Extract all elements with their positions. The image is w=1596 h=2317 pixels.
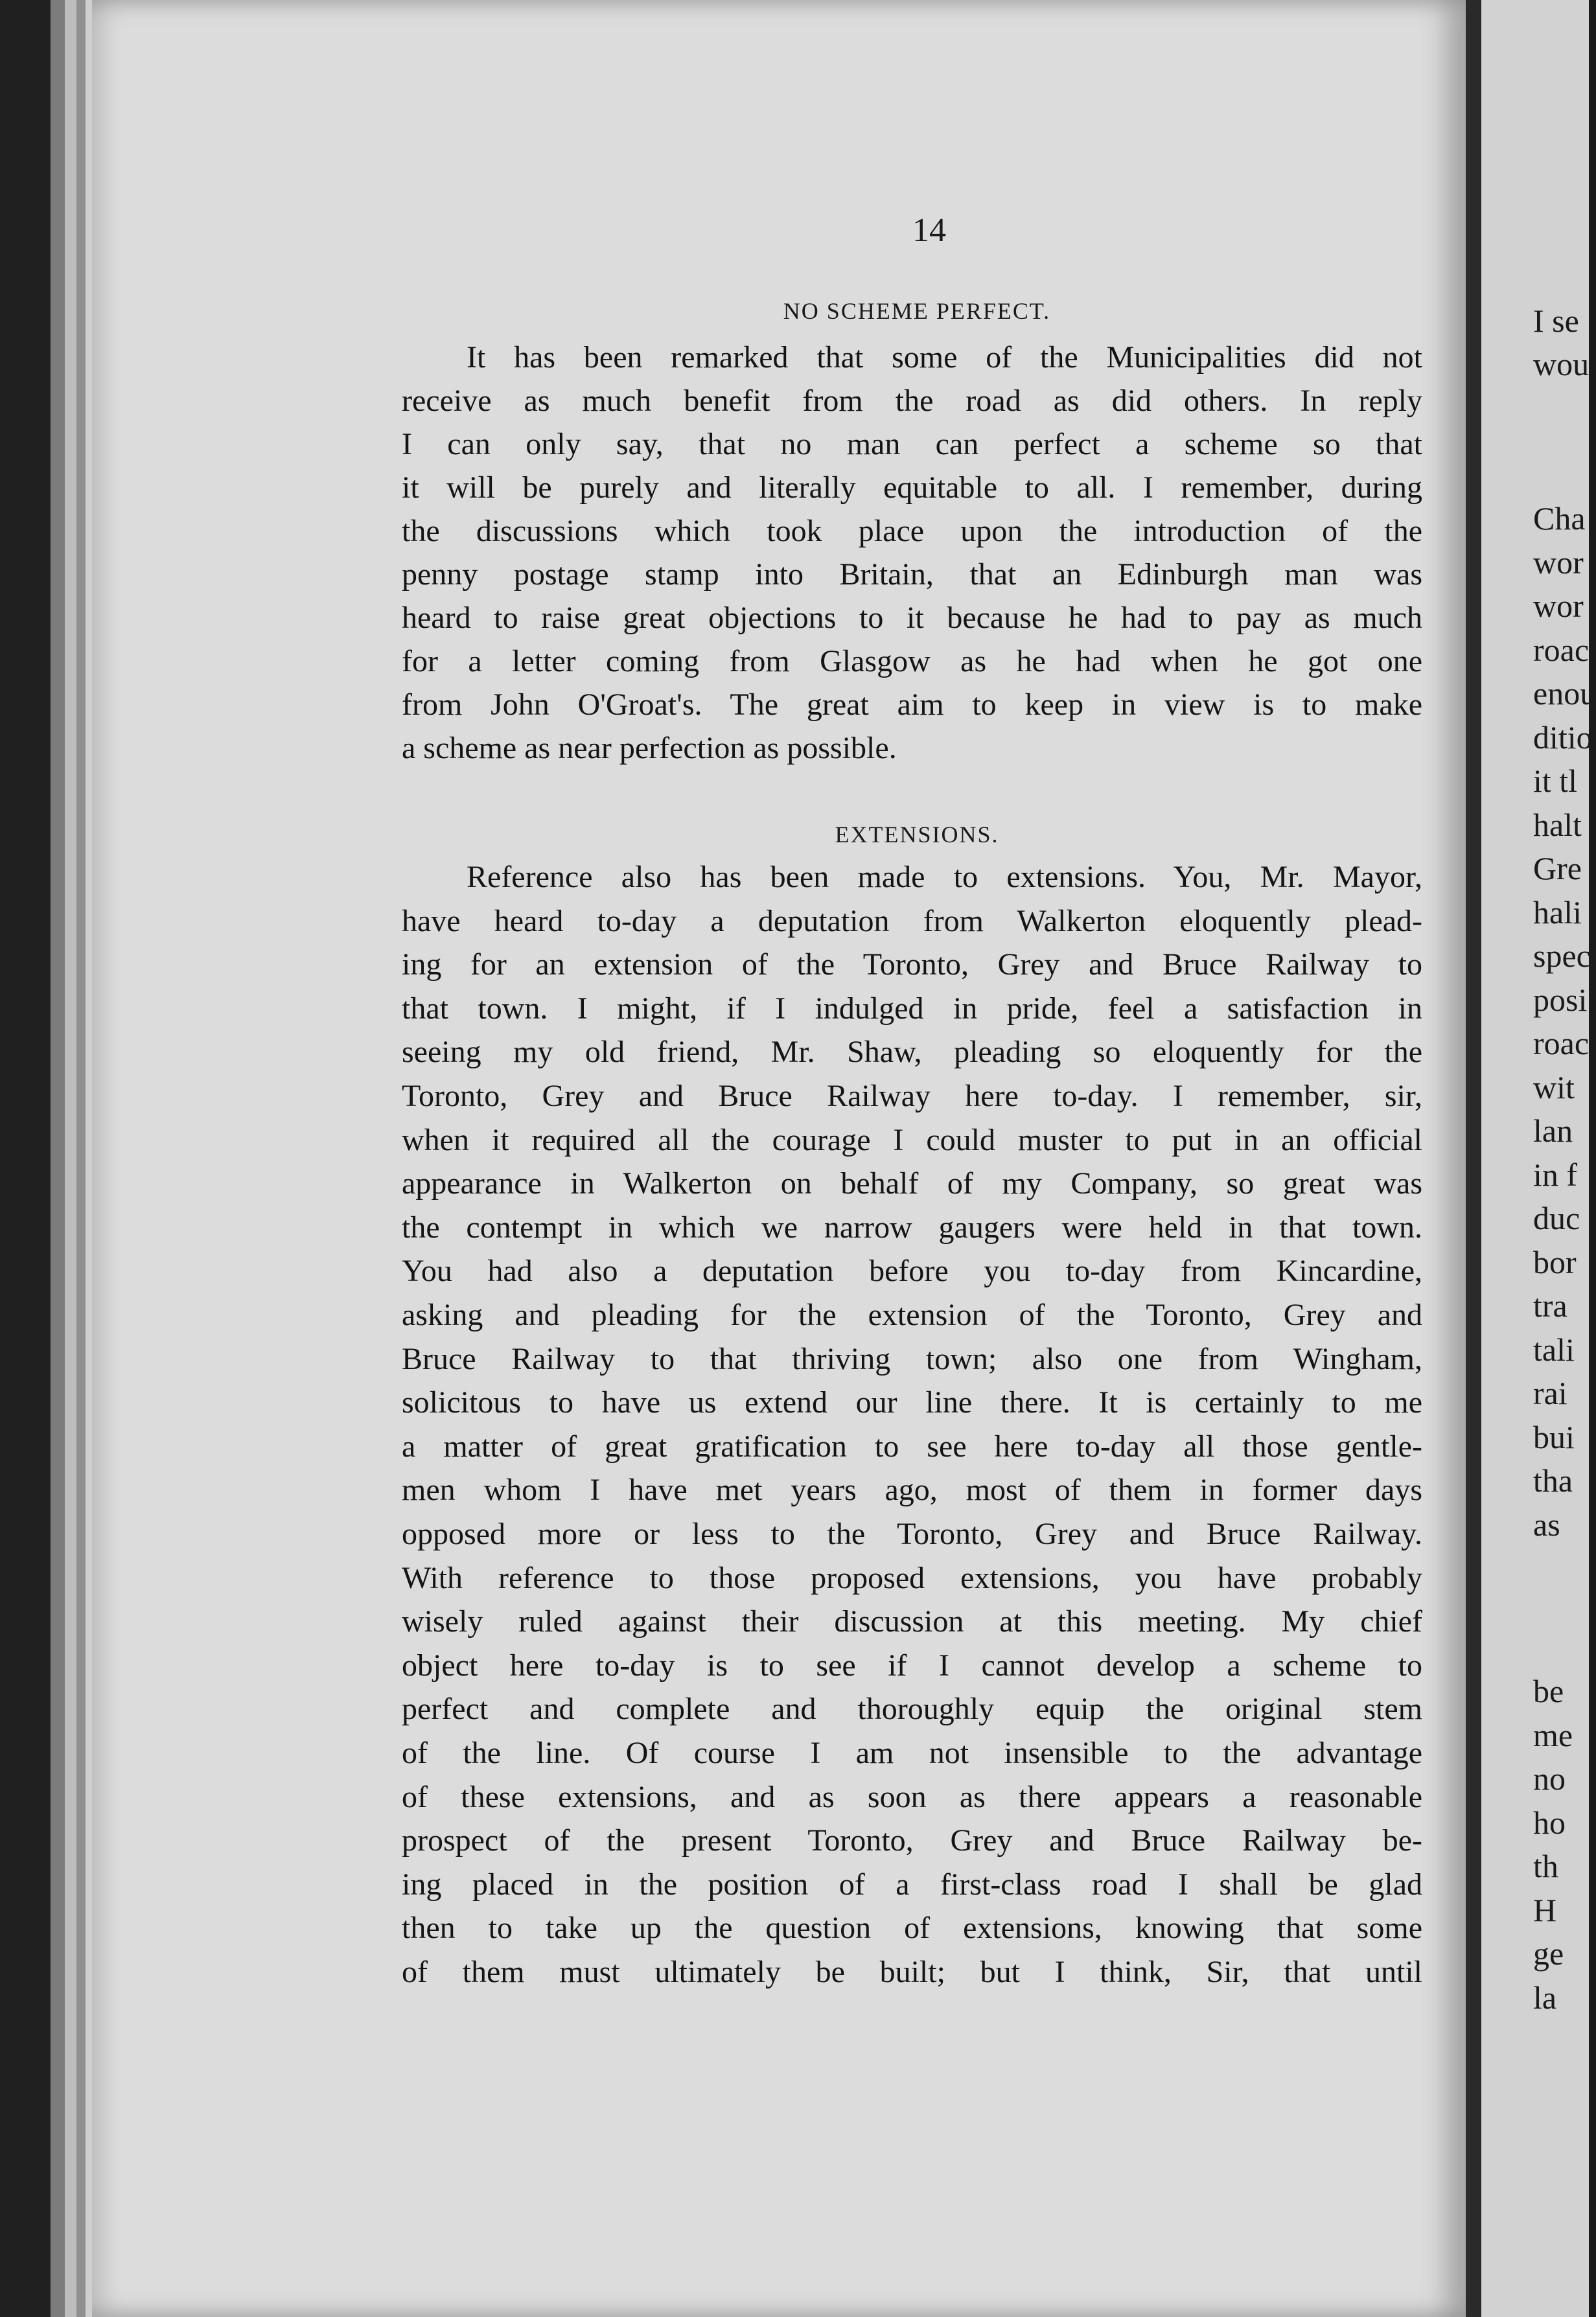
text-line: Toronto, Grey and Bruce Railway here to-day. I remember, sir, (402, 1079, 1422, 1113)
facing-page-text: halt (1533, 806, 1582, 843)
text-line: heard to raise great objections to it because he had to pay as much (402, 601, 1422, 635)
facing-page-text: no (1533, 1760, 1566, 1797)
page-edge (65, 0, 76, 2317)
facing-page-text: la (1533, 1979, 1557, 2016)
text-line: then to take up the question of extensions, knowing that some (402, 1911, 1422, 1946)
facing-page-text: ho (1533, 1804, 1566, 1841)
text-line: Reference also has been made to extensions. You, Mr. Mayor, (467, 860, 1422, 894)
text-line: that town. I might, if I indulged in pride, feel a satisfaction in (402, 991, 1422, 1026)
page-edge (51, 0, 65, 2317)
text-line: it will be purely and literally equitable to all. I remember, during (402, 470, 1422, 505)
page-number: 14 (912, 212, 946, 249)
facing-page-text: hali (1533, 893, 1582, 930)
text-line: wisely ruled against their discussion at this meeting. My chief (402, 1604, 1422, 1639)
text-line: from John O'Groat's. The great aim to keep in view is to make (402, 687, 1422, 722)
facing-page-text: me (1533, 1716, 1573, 1753)
text-line: asking and pleading for the extension of the Toronto, Grey and (402, 1298, 1422, 1332)
facing-page-text: bor (1533, 1243, 1577, 1280)
page-edge (76, 0, 86, 2317)
facing-page-text: as (1533, 1506, 1560, 1543)
facing-page-text: ditio (1533, 719, 1593, 755)
facing-page-text: tali (1533, 1331, 1575, 1368)
facing-page-text: Cha (1533, 500, 1586, 536)
text-line: You had also a deputation before you to-day from Kincardine, (402, 1254, 1422, 1289)
page-edge (86, 0, 92, 2317)
text-line: penny postage stamp into Britain, that an Edinburgh man was (402, 557, 1422, 592)
facing-page-text: spec (1533, 938, 1591, 974)
facing-page-text: it tl (1533, 763, 1578, 799)
text-line: object here to-day is to see if I cannot develop a scheme to (402, 1648, 1422, 1683)
facing-page-text: rai (1533, 1375, 1567, 1411)
facing-page-text: enou (1533, 675, 1596, 711)
facing-page-text: wor (1533, 544, 1584, 581)
text-line: the discussions which took place upon the introduction of the (402, 514, 1422, 548)
facing-page-text: I se (1533, 303, 1579, 339)
text-line: for a letter coming from Glasgow as he had when he got one (402, 644, 1422, 678)
facing-page-text: th (1533, 1848, 1558, 1884)
text-line: opposed more or less to the Toronto, Grey and Bruce Railway. (402, 1517, 1422, 1551)
section-heading-no-scheme-perfect: NO SCHEME PERFECT. (783, 298, 1051, 324)
book-gutter (1466, 0, 1481, 2317)
facing-page-text: H (1533, 1891, 1557, 1928)
text-line: ing for an extension of the Toronto, Grey and Bruce Railway to (402, 947, 1422, 982)
facing-page-text: ge (1533, 1935, 1564, 1972)
text-line: It has been remarked that some of the Municipalities did not (467, 340, 1422, 375)
text-line: a scheme as near perfection as possible. (402, 731, 897, 765)
facing-page-text: tra (1533, 1287, 1567, 1324)
text-line: ing placed in the position of a first-class road I shall be glad (402, 1867, 1422, 1902)
text-line: perfect and complete and thoroughly equip the original stem (402, 1692, 1422, 1727)
text-line: seeing my old friend, Mr. Shaw, pleading so eloquently for the (402, 1035, 1422, 1070)
section-heading-extensions: EXTENSIONS. (835, 822, 999, 847)
text-line: I can only say, that no man can perfect a scheme so that (402, 427, 1422, 461)
text-line: Bruce Railway to that thriving town; also one from Wingham, (402, 1341, 1422, 1376)
text-line: the contempt in which we narrow gaugers were held in that town. (402, 1210, 1422, 1245)
text-line: solicitous to have us extend our line there. It is certainly to me (402, 1385, 1422, 1420)
text-line: With reference to those proposed extensions, you have probably (402, 1560, 1422, 1595)
facing-page-text: wit (1533, 1068, 1575, 1105)
facing-page-text: Gre (1533, 850, 1582, 886)
facing-page-fragment (1481, 0, 1596, 2317)
text-line: of the line. Of course I am not insensible to the advantage (402, 1736, 1422, 1770)
facing-page-text: posi (1533, 981, 1588, 1018)
facing-page-text: wor (1533, 588, 1584, 624)
text-line: when it required all the courage I could muster to put in an official (402, 1122, 1422, 1157)
text-line: appearance in Walkerton on behalf of my Company, so great was (402, 1166, 1422, 1201)
text-line: of these extensions, and as soon as there appears a reasonable (402, 1779, 1422, 1814)
facing-page-text: wou (1533, 346, 1590, 382)
text-line: have heard to-day a deputation from Walkerton eloquently plead- (402, 903, 1422, 938)
facing-page-text: in f (1533, 1156, 1578, 1193)
text-line: prospect of the present Toronto, Grey and Bruce Railway be- (402, 1823, 1422, 1858)
text-line: a matter of great gratification to see here to-day all those gentle- (402, 1429, 1422, 1464)
facing-page-text: duc (1533, 1200, 1580, 1236)
text-line: receive as much benefit from the road as did others. In reply (402, 384, 1422, 418)
facing-page-text: be (1533, 1673, 1564, 1709)
facing-page-text: tha (1533, 1462, 1573, 1499)
facing-page-text: bui (1533, 1418, 1575, 1455)
facing-page-text: roac (1533, 1025, 1590, 1061)
text-line: of them must ultimately be built; but I think, Sir, that until (402, 1955, 1422, 1989)
facing-page-text: roac (1533, 631, 1590, 668)
facing-page-text: lan (1533, 1112, 1573, 1149)
text-line: men whom I have met years ago, most of them in former days (402, 1473, 1422, 1508)
